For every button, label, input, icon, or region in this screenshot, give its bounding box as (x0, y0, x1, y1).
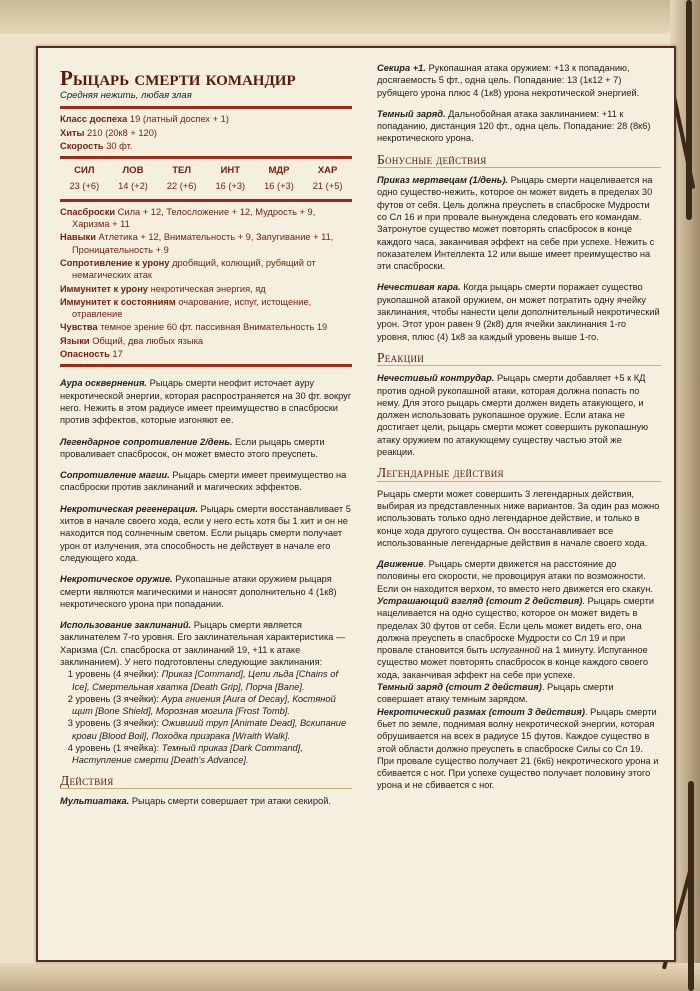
legendary-intro: Рыцарь смерти может совершить 3 легендарных действия, выбирая из представленных ниже вариантов. За один раз можно использовать только одно легендарное действие, и только в конце хода другого существа. Он восстанавливает все использованные легендарные действия в начале своего хода. (377, 488, 660, 548)
action-dark-charge: Темный заряд. Дальнобойная атака заклинанием: +11 к попаданию, дистанция 120 фт., одна цель. Попадание: 28 (8к6) некротического урона. (377, 108, 651, 144)
hit-points: Хиты 210 (20к8 + 120) (60, 127, 157, 138)
challenge-rating: Опасность 17 (60, 349, 123, 360)
armor-class: Класс доспеха 19 (латный доспех + 1) (60, 114, 229, 125)
monster-name: Рыцарь смерти командир (60, 66, 296, 90)
spell-level-1: 1 уровень (4 ячейки): Приказ [Command], Цепи льда [Chains of Ice], Смертельная хватка [Death Grip], Порча [Bane]. (67, 669, 339, 692)
damage-resistances: Сопротивление к урону дробящий, колющий, рубящий от немагических атак (60, 257, 316, 281)
ability-cha: ХАР 21 (+5) (312, 165, 343, 192)
spell-level-4: 4 уровень (1 ячейка): Темный приказ [Dark Command], Наступление смерти [Death's Advance]. (67, 743, 303, 766)
spell-level-3: 3 уровень (3 ячейки): Оживший труп [Animate Dead], Вскипание крови [Blood Boil], Походка призрака [Wraith Walk]. (67, 718, 347, 741)
trait-legendary-resistance: Легендарное сопротивление 2/день. Если рыцарь смерти проваливает спасбросок, он может вместо этого преуспеть. (60, 436, 325, 459)
senses: Чувства темное зрение 60 фт. пассивная Внимательность 19 (60, 322, 328, 333)
stat-block-frame (36, 46, 676, 962)
action-greataxe: Секира +1. Рукопашная атака оружием: +13 к попаданию, досягаемость 5 фт., одна цель. Попадание: 13 (1к12 + 7) рубящего урона плюс 4 (1к8) урона некротической энергией. (377, 63, 640, 98)
legendary-actions-heading: Легендарные действия (377, 467, 661, 481)
bonus-command-undead: Приказ мертвецам (1/день). Рыцарь смерти нацеливается на одно существо-нежить, которое он может видеть в пределах 30 футов от себя. Цель должна преуспеть в спасброске Мудрости со Сл 16 и при провале вынуждена следовать его командам. Затронутое существо может повторять спасбросок в конце каждого часа, заканчивая эффект на себе при успехе. Нежить с показателем Интеллекта 12 или выше имеет преимущество на эти спасброски. (377, 175, 655, 272)
ability-int: ИНТ 16 (+3) (215, 165, 246, 192)
reaction-unholy-parry: Нечестивый контрудар. Рыцарь смерти добавляет +5 к КД против одной рукопашной атаки, которая должна попасть по нему. Для этого рыцарь смерти должен видеть атакующего, и должен использовать рукопашное оружие. Если атака не достигает цели, рыцарь смерти может совершить рукопашную атаку оружием по атакующему существу частью этой же реакции. (377, 373, 649, 458)
ability-wis: МДР 16 (+3) (264, 165, 294, 192)
ability-con: ТЕЛ 22 (+6) (166, 165, 197, 192)
bonus-actions-heading: Бонусные действия (377, 154, 661, 168)
monster-type: Средняя нежить, любая злая (60, 90, 192, 101)
saving-throws: Спасброски Сила + 12, Телосложение + 12, Мудрость + 9, Харизма + 11 (60, 206, 316, 230)
trait-necrotic-weapons: Некротическое оружие. Рукопашные атаки оружием рыцаря смерти являются магическими и наносят дополнительно 4 (1к8) некротического урона при попадании. (60, 574, 337, 609)
left-column (60, 62, 352, 816)
spell-list (60, 668, 352, 766)
ability-dex: ЛОВ 14 (+2) (118, 165, 148, 192)
legendary-frightful-gaze: Устрашающий взгляд (стоит 2 действия). Рыцарь смерти нацеливается на одно существо, которое он может видеть в пределах 30 футов от себя. Если цель может видеть его, она должна преуспеть в спасброске Мудрости со Сл 19 и при провале становится быть испуганной на 1 минуту. Испуганное существо может повторять спасбросок в конце каждого своего хода, заканчивая эффект на себе при успехе. (377, 595, 655, 680)
parchment-border-bottom (0, 963, 700, 991)
speed: Скорость 30 фт. (60, 140, 133, 151)
spell-level-2: 2 уровень (3 ячейки): Аура гниения [Aura of Decay], Костяной щит [Bone Shield], Морозная могила [Frost Tomb]. (67, 693, 336, 717)
ability-str: СИЛ 23 (+6) (69, 165, 100, 192)
legendary-dark-charge: Темный заряд (стоит 2 действия). Рыцарь смерти совершает атаку темным зарядом. (377, 682, 614, 705)
trait-magic-resistance: Сопротивление магии. Рыцарь смерти имеет преимущество на спасброски против заклинаний и магических эффектов. (60, 470, 347, 493)
languages: Языки Общий, два любых языка (60, 335, 204, 346)
action-multiattack: Мультиатака. Рыцарь смерти совершает три атаки секирой. (60, 795, 331, 806)
trait-aura: Аура осквернения. Рыцарь смерти неофит источает ауру некротической энергии, которая распространяется на 30 фт. вокруг него. Нежить в этом радиусе имеет преимущество в спасброски против эффектов, которые изгоняют ее. (60, 378, 352, 426)
divider-bar (60, 199, 352, 202)
divider-bar (60, 106, 352, 109)
legendary-move: Движение. Рыцарь смерти движется на расстояние до половины его скорости, не провоцируя атаки по возможности. Если он находится верхом, то вместо него движется его скакун. (377, 559, 653, 594)
skills: Навыки Атлетика + 12, Внимательность + 9, Запугивание + 11, Проницательность + 9 (60, 232, 334, 255)
ability-scores (60, 165, 352, 193)
tree-root-decoration (688, 781, 694, 991)
actions-heading: Действия (60, 775, 352, 789)
right-column (377, 62, 661, 792)
bonus-unholy-smite: Нечестивая кара. Когда рыцарь смерти поражает существо рукопашной атакой оружием, он может потратить одну ячейку заклинания, чтобы нанести цели дополнительный некротический урон. Этот урон равен 9 (2к8) для ячейки заклинания 1-го уровня, плюс (4) 1к8 за каждый уровень выше 1-го. (377, 282, 660, 342)
trait-spellcasting: Использование заклинаний. Рыцарь смерти является заклинателем 7-го уровня. Его заклинательная характеристика — Харизма (Сл. спасброска от заклинаний 19, +11 к атаке заклинанием). У него подготовлены следующие заклинания: 1 уровень (4 ячейки): Приказ [Command], Цепи льда [Chains of Ice], Смертельная хватка [Death Grip], Порча [Bane]. 2 уровень (3 ячейки): Аура гниения [Aura of Decay], Костяной щит [Bone Shield], Морозная могила [Frost Tomb]. 3 уровень (3 ячейки): Оживший труп [Animate Dead], Вскипание крови [Blood Boil], Походка призрака [Wraith Walk]. 4 уровень (1 ячейка): Темный приказ [Dark Command], Наступление смерти [Death's Advance]. (60, 619, 352, 767)
reactions-heading: Реакции (377, 352, 661, 366)
divider-bar (60, 364, 352, 367)
trait-necrotic-regeneration: Некротическая регенерация. Рыцарь смерти восстанавливает 5 хитов в начале своего хода, если у него есть хотя бы 1 хит и он не находится под солнечным светом. Если рыцарь смерти получает урон от излучения, эта способность не действует в начале его следующего хода. (60, 503, 351, 563)
damage-immunities: Иммунитет к урону некротическая энергия, яд (60, 283, 266, 294)
condition-immunities: Иммунитет к состояниям очарование, испуг, истощение, отравление (60, 296, 312, 320)
legendary-necrotic-sweep: Некротический размах (стоит 3 действия). Рыцарь смерти бьет по земле, поднимая волну некротической энергии, которая обрушивается на всех в радиусе 15 футов. Каждое существо в этой области должно преуспеть в спасброске Силы со Сл 19. При провале существо получает 21 (6к6) некротического урона и сбивается с ног. При успехе существо получает половину этого урона и не сбивается с ног. (377, 706, 659, 791)
divider-bar (60, 156, 352, 159)
parchment-border-top (0, 0, 700, 34)
